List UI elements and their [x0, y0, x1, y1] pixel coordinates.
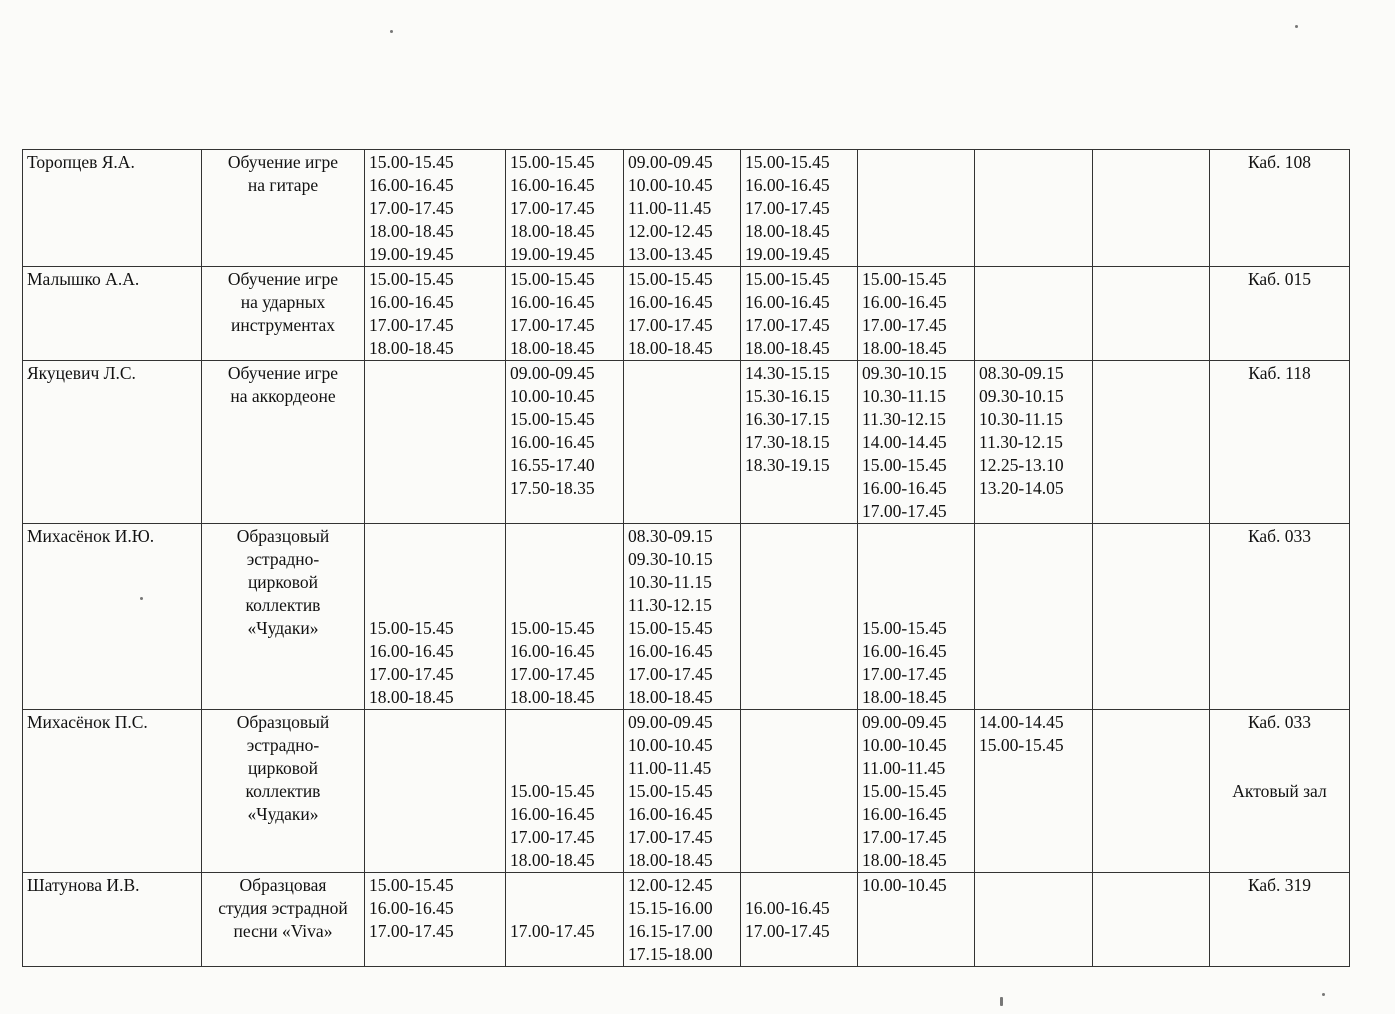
- time-slot-cell: [741, 873, 858, 967]
- time-slot: 09.00-09.45: [628, 152, 713, 172]
- subject-line: Образцовый: [236, 712, 330, 732]
- time-slot-cell: [741, 524, 858, 710]
- time-slot: 16.00-16.45: [628, 641, 713, 661]
- time-slot: 17.50-18.35: [510, 478, 595, 498]
- time-slot-cell: [365, 710, 506, 873]
- time-slot: 18.00-18.45: [510, 687, 595, 707]
- time-slot: 16.00-16.45: [862, 478, 947, 498]
- subject-line: эстрадно-: [246, 549, 320, 569]
- time-slot: 15.00-15.45: [369, 152, 454, 172]
- time-slot: 18.00-18.45: [628, 850, 713, 870]
- subject-line: цирковой: [247, 758, 319, 778]
- time-slot-cell: [506, 873, 624, 967]
- time-slot: 17.00-17.45: [628, 315, 713, 335]
- time-slot-cell: [624, 524, 741, 710]
- time-slot: 15.00-15.45: [862, 618, 947, 638]
- time-slot: 17.00-17.45: [745, 198, 830, 218]
- time-slot: 18.30-19.15: [745, 455, 830, 475]
- subject-cell: [202, 150, 365, 267]
- scan-speck: [1000, 997, 1003, 1006]
- time-slot-cell: [624, 873, 741, 967]
- time-slot-cell: [741, 150, 858, 267]
- time-slot: 15.00-15.45: [510, 618, 595, 638]
- time-slot: 10.00-10.45: [510, 386, 595, 406]
- time-slot: 15.00-15.45: [745, 152, 830, 172]
- time-slot-cell: [1093, 873, 1210, 967]
- time-slot: 16.00-16.45: [369, 175, 454, 195]
- time-slot: 17.00-17.45: [369, 198, 454, 218]
- time-slot: 16.00-16.45: [745, 175, 830, 195]
- time-slot-cell: [975, 361, 1093, 524]
- scan-speck: [1295, 25, 1298, 28]
- time-slot: 17.00-17.45: [510, 664, 595, 684]
- time-slot: 14.00-14.45: [862, 432, 947, 452]
- time-slot-cell: [365, 361, 506, 524]
- time-slot: 16.00-16.45: [745, 898, 830, 918]
- time-slot: 16.00-16.45: [862, 804, 947, 824]
- time-slot: 16.00-16.45: [510, 292, 595, 312]
- time-slot: 17.00-17.45: [862, 664, 947, 684]
- time-slot: 09.30-10.15: [979, 386, 1064, 406]
- time-slot: 15.00-15.45: [510, 781, 595, 801]
- subject-line: песни «Viva»: [233, 921, 333, 941]
- room-label: Каб. 108: [1247, 152, 1312, 172]
- time-slot: 16.00-16.45: [862, 292, 947, 312]
- time-slot: 13.00-13.45: [628, 244, 713, 264]
- time-slot: 15.00-15.45: [862, 781, 947, 801]
- time-slot: 12.00-12.45: [628, 221, 713, 241]
- time-slot: 18.00-18.45: [369, 338, 454, 358]
- time-slot: 15.00-15.45: [510, 409, 595, 429]
- schedule-row: [23, 524, 1350, 710]
- time-slot: 15.00-15.45: [628, 269, 713, 289]
- time-slot: 19.00-19.45: [369, 244, 454, 264]
- schedule-row: [23, 710, 1350, 873]
- subject-cell: [202, 267, 365, 361]
- time-slot-cell: [365, 150, 506, 267]
- time-slot: 17.00-17.45: [628, 827, 713, 847]
- time-slot: 16.00-16.45: [862, 641, 947, 661]
- time-slot: 13.20-14.05: [979, 478, 1064, 498]
- scan-speck: [390, 30, 393, 33]
- time-slot: 16.30-17.15: [745, 409, 830, 429]
- teacher-cell: Шатунова И.В.: [23, 873, 202, 967]
- time-slot-cell: [365, 524, 506, 710]
- room-label: Каб. 118: [1248, 363, 1311, 383]
- time-slot: 15.00-15.45: [862, 455, 947, 475]
- subject-line: эстрадно-: [246, 735, 320, 755]
- time-slot: 15.00-15.45: [745, 269, 830, 289]
- time-slot: 15.00-15.45: [369, 875, 454, 895]
- time-slot-cell: [741, 267, 858, 361]
- time-slot: 17.00-17.45: [369, 315, 454, 335]
- time-slot: 18.00-18.45: [745, 221, 830, 241]
- time-slot: 10.00-10.45: [862, 875, 947, 895]
- time-slot: 15.00-15.45: [628, 781, 713, 801]
- time-slot: 15.00-15.45: [628, 618, 713, 638]
- time-slot: 10.00-10.45: [628, 175, 713, 195]
- time-slot: 16.00-16.45: [510, 804, 595, 824]
- room-label: Каб. 033: [1247, 712, 1312, 732]
- time-slot: 15.00-15.45: [510, 152, 595, 172]
- time-slot-cell: [1093, 150, 1210, 267]
- time-slot: 16.00-16.45: [369, 898, 454, 918]
- time-slot: 17.00-17.45: [862, 501, 947, 521]
- time-slot: 17.00-17.45: [745, 315, 830, 335]
- time-slot: 16.00-16.45: [510, 641, 595, 661]
- time-slot: 11.00-11.45: [862, 758, 946, 778]
- time-slot-cell: [741, 710, 858, 873]
- time-slot-cell: [624, 267, 741, 361]
- time-slot-cell: [975, 710, 1093, 873]
- time-slot-cell: [1093, 267, 1210, 361]
- subject-cell: [202, 873, 365, 967]
- teacher-cell: Якуцевич Л.С.: [23, 361, 202, 524]
- time-slot: 09.30-10.15: [628, 549, 713, 569]
- subject-line: инструментах: [231, 315, 335, 335]
- time-slot: 17.00-17.45: [862, 315, 947, 335]
- time-slot: 15.15-16.00: [628, 898, 713, 918]
- time-slot: 15.00-15.45: [369, 618, 454, 638]
- schedule-row: [23, 873, 1350, 967]
- time-slot: 18.00-18.45: [862, 687, 947, 707]
- time-slot-cell: [365, 873, 506, 967]
- time-slot-cell: [624, 710, 741, 873]
- time-slot: 18.00-18.45: [628, 687, 713, 707]
- time-slot-cell: [1093, 361, 1210, 524]
- room-label: Актовый зал: [1232, 781, 1327, 801]
- subject-line: цирковой: [247, 572, 319, 592]
- time-slot: 08.30-09.15: [979, 363, 1064, 383]
- time-slot: 18.00-18.45: [369, 221, 454, 241]
- subject-line: на аккордеоне: [230, 386, 336, 406]
- time-slot-cell: [858, 267, 975, 361]
- subject-line: Обучение игре: [227, 363, 339, 383]
- subject-cell: [202, 361, 365, 524]
- time-slot: 09.00-09.45: [628, 712, 713, 732]
- room-label: Каб. 033: [1247, 526, 1312, 546]
- time-slot-cell: [506, 150, 624, 267]
- time-slot: 17.15-18.00: [628, 944, 713, 964]
- time-slot: 08.30-09.15: [628, 526, 713, 546]
- time-slot: 15.00-15.45: [862, 269, 947, 289]
- time-slot: 18.00-18.45: [745, 338, 830, 358]
- time-slot-cell: [1093, 524, 1210, 710]
- time-slot: 09.00-09.45: [510, 363, 595, 383]
- time-slot-cell: [506, 267, 624, 361]
- subject-line: Обучение игре: [227, 152, 339, 172]
- time-slot: 12.25-13.10: [979, 455, 1064, 475]
- time-slot: 16.00-16.45: [510, 432, 595, 452]
- time-slot: 15.00-15.45: [510, 269, 595, 289]
- time-slot-cell: [858, 524, 975, 710]
- time-slot: 10.30-11.15: [979, 409, 1063, 429]
- time-slot: 15.30-16.15: [745, 386, 830, 406]
- time-slot: 18.00-18.45: [369, 687, 454, 707]
- time-slot: 11.30-12.15: [862, 409, 946, 429]
- time-slot-cell: [506, 524, 624, 710]
- subject-line: «Чудаки»: [247, 618, 319, 638]
- time-slot-cell: [975, 524, 1093, 710]
- time-slot: 17.00-17.45: [510, 198, 595, 218]
- time-slot: 16.00-16.45: [369, 292, 454, 312]
- subject-line: Образцовый: [236, 526, 330, 546]
- time-slot: 16.00-16.45: [628, 292, 713, 312]
- teacher-cell: Михасёнок И.Ю.: [23, 524, 202, 710]
- time-slot-cell: [624, 150, 741, 267]
- time-slot: 11.30-12.15: [979, 432, 1063, 452]
- time-slot: 11.00-11.45: [628, 758, 712, 778]
- time-slot-cell: [975, 873, 1093, 967]
- subject-line: Обучение игре: [227, 269, 339, 289]
- time-slot: 17.00-17.45: [862, 827, 947, 847]
- time-slot: 10.30-11.15: [628, 572, 712, 592]
- time-slot-cell: [858, 150, 975, 267]
- time-slot: 15.00-15.45: [369, 269, 454, 289]
- subject-line: «Чудаки»: [247, 804, 319, 824]
- subject-line: на гитаре: [247, 175, 319, 195]
- room-cell: [1210, 873, 1350, 967]
- schedule-row: [23, 267, 1350, 361]
- time-slot: 16.15-17.00: [628, 921, 713, 941]
- time-slot-cell: [858, 361, 975, 524]
- time-slot: 19.00-19.45: [745, 244, 830, 264]
- time-slot: 12.00-12.45: [628, 875, 713, 895]
- time-slot: 17.00-17.45: [745, 921, 830, 941]
- subject-cell: [202, 524, 365, 710]
- teacher-cell: Торопцев Я.А.: [23, 150, 202, 267]
- time-slot: 11.30-12.15: [628, 595, 712, 615]
- room-label: Каб. 015: [1247, 269, 1312, 289]
- time-slot: 17.00-17.45: [510, 827, 595, 847]
- time-slot: 14.00-14.45: [979, 712, 1064, 732]
- room-cell: [1210, 267, 1350, 361]
- time-slot: 17.00-17.45: [628, 664, 713, 684]
- schedule-row: [23, 150, 1350, 267]
- time-slot: 17.00-17.45: [510, 315, 595, 335]
- schedule-row: [23, 361, 1350, 524]
- time-slot: 18.00-18.45: [510, 850, 595, 870]
- time-slot: 18.00-18.45: [510, 221, 595, 241]
- time-slot: 18.00-18.45: [862, 850, 947, 870]
- time-slot: 10.00-10.45: [628, 735, 713, 755]
- subject-line: коллектив: [245, 781, 321, 801]
- time-slot: 14.30-15.15: [745, 363, 830, 383]
- time-slot-cell: [975, 150, 1093, 267]
- time-slot: 17.00-17.45: [369, 664, 454, 684]
- time-slot: 18.00-18.45: [862, 338, 947, 358]
- time-slot: 09.00-09.45: [862, 712, 947, 732]
- scan-speck: [1322, 993, 1325, 996]
- room-cell: [1210, 150, 1350, 267]
- time-slot: 16.00-16.45: [369, 641, 454, 661]
- time-slot: 18.00-18.45: [628, 338, 713, 358]
- subject-line: коллектив: [245, 595, 321, 615]
- schedule-body: [23, 150, 1350, 967]
- time-slot: 16.00-16.45: [510, 175, 595, 195]
- time-slot: 10.30-11.15: [862, 386, 946, 406]
- time-slot-cell: [365, 267, 506, 361]
- time-slot: 16.55-17.40: [510, 455, 595, 475]
- time-slot-cell: [858, 710, 975, 873]
- scan-speck: [140, 597, 143, 600]
- time-slot-cell: [506, 361, 624, 524]
- time-slot: 10.00-10.45: [862, 735, 947, 755]
- time-slot-cell: [506, 710, 624, 873]
- time-slot: 17.00-17.45: [510, 921, 595, 941]
- time-slot: 16.00-16.45: [628, 804, 713, 824]
- time-slot-cell: [624, 361, 741, 524]
- room-cell: [1210, 524, 1350, 710]
- room-cell: [1210, 710, 1350, 873]
- subject-line: Образцовая: [239, 875, 327, 895]
- room-spacer: [1214, 734, 1345, 780]
- time-slot-cell: [741, 361, 858, 524]
- subject-cell: [202, 710, 365, 873]
- time-slot-cell: [1093, 710, 1210, 873]
- time-slot: 19.00-19.45: [510, 244, 595, 264]
- time-slot: 16.00-16.45: [745, 292, 830, 312]
- time-slot-cell: [975, 267, 1093, 361]
- time-slot: 17.30-18.15: [745, 432, 830, 452]
- time-slot: 15.00-15.45: [979, 735, 1064, 755]
- schedule-table: [22, 149, 1350, 967]
- subject-line: на ударных: [240, 292, 326, 312]
- time-slot: 17.00-17.45: [369, 921, 454, 941]
- room-cell: [1210, 361, 1350, 524]
- time-slot-cell: [858, 873, 975, 967]
- room-label: Каб. 319: [1247, 875, 1312, 895]
- teacher-cell: Михасёнок П.С.: [23, 710, 202, 873]
- time-slot: 09.30-10.15: [862, 363, 947, 383]
- time-slot: 11.00-11.45: [628, 198, 712, 218]
- teacher-cell: Малышко А.А.: [23, 267, 202, 361]
- time-slot: 18.00-18.45: [510, 338, 595, 358]
- subject-line: студия эстрадной: [218, 898, 348, 918]
